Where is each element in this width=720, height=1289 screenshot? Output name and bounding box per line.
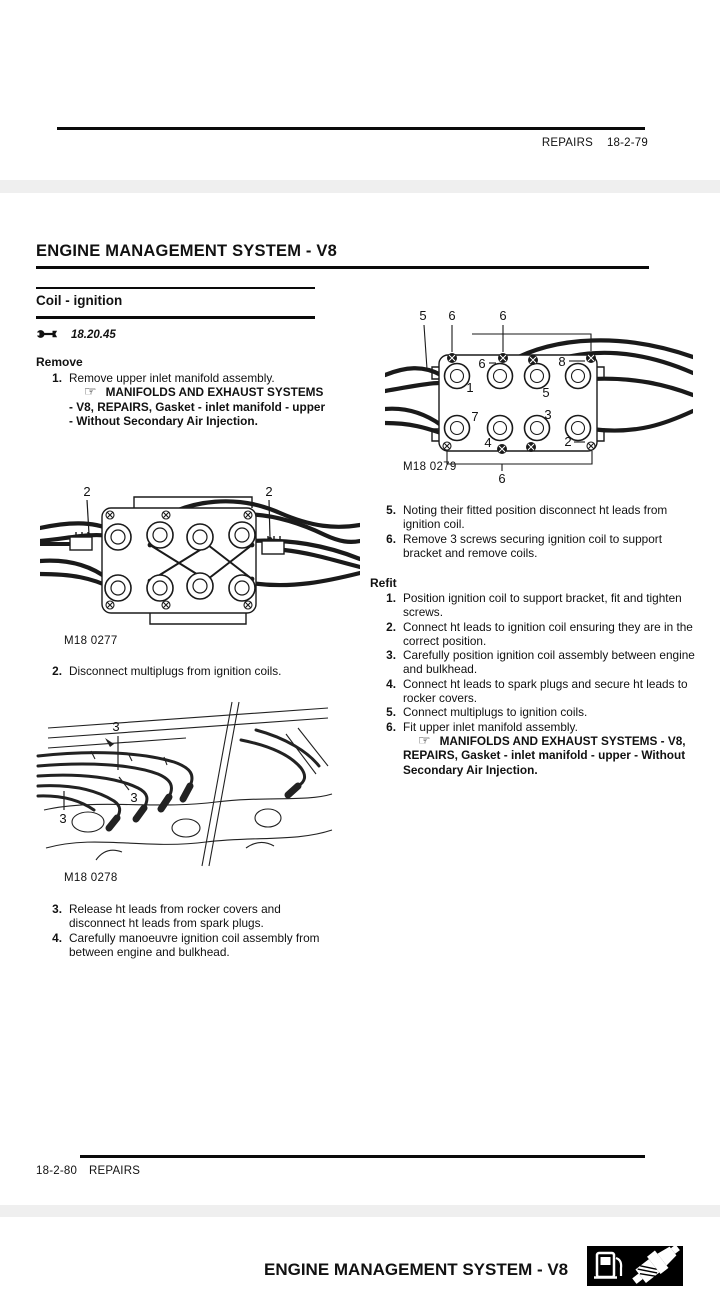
step-text: Position ignition coil to support bracket, fit and tighten screws. — [403, 591, 682, 620]
refit-steps-block — [370, 591, 700, 777]
fuel-and-ignition-icons — [587, 1246, 683, 1286]
figure-m18-0278-drawing — [36, 698, 336, 868]
step-number: 4. — [52, 930, 62, 945]
step-text: Carefully position ignition coil assembly between engine and bulkhead. — [403, 648, 695, 677]
step-number: 4. — [386, 676, 396, 691]
page-title-rule — [36, 266, 649, 269]
figure-caption: M18 0277 — [64, 635, 118, 647]
footer-page-number: 18-2-80 — [36, 1165, 78, 1177]
prev-footer-label: REPAIRS — [541, 137, 593, 149]
step-row — [36, 664, 326, 678]
reference-note — [403, 731, 700, 777]
section-icon-box — [587, 1246, 683, 1286]
step-text: Noting their fitted position disconnect ht leads from ignition coil. — [403, 503, 668, 532]
wrench-icon — [36, 328, 58, 342]
remove-heading: Remove — [36, 355, 83, 369]
footer-label: REPAIRS — [89, 1165, 141, 1177]
reference-note — [69, 385, 326, 428]
callout-label: 7 — [471, 409, 479, 424]
step-text: Carefully manoeuvre ignition coil assembly from between engine and bulkhead. — [69, 930, 320, 959]
callout-label: 3 — [544, 407, 552, 422]
next-page-title: ENGINE MANAGEMENT SYSTEM - V8 — [264, 1260, 569, 1279]
step-row — [36, 931, 326, 960]
figure-coil-multiplugs — [40, 481, 360, 636]
step-text: Connect ht leads to ignition coil ensuring they are in the correct position. — [403, 619, 693, 648]
remove-steps-5-6-block — [370, 503, 700, 560]
step-row — [370, 503, 700, 532]
step-number: 6. — [386, 531, 396, 546]
step-row — [370, 620, 700, 649]
step-row — [36, 902, 326, 931]
step-number: 1. — [386, 591, 396, 605]
remove-step-2-block — [36, 664, 326, 678]
callout-label: 2 — [265, 484, 273, 499]
step-number: 1. — [52, 371, 62, 385]
callout-label: 6 — [448, 308, 456, 323]
fuel-pump-icon — [594, 1253, 621, 1278]
callout-label: 8 — [558, 354, 566, 369]
callout-label: 2 — [564, 434, 572, 449]
section-rule-top — [36, 287, 315, 289]
step-number: 5. — [386, 503, 396, 517]
step-text: Connect multiplugs to ignition coils. — [403, 705, 588, 720]
prev-footer-page-number: 18-2-79 — [606, 137, 648, 149]
section-heading: Coil - ignition — [36, 293, 123, 308]
callout-label: 5 — [542, 385, 550, 400]
figure-m18-0279-drawing — [385, 303, 693, 485]
step-text: Connect ht leads to spark plugs and secure ht leads to rocker covers. — [403, 676, 688, 706]
pointing-hand-icon: ☞ — [84, 383, 97, 400]
step-number: 6. — [386, 719, 396, 734]
remove-steps-3-4-block — [36, 902, 326, 959]
prev-page-footer — [398, 136, 648, 150]
step-row — [370, 648, 700, 677]
reference-text: MANIFOLDS AND EXHAUST SYSTEMS - V8, REPAIRS, Gasket - inlet manifold - upper - Without Secondary Air Injection. — [69, 385, 326, 428]
page-title: ENGINE MANAGEMENT SYSTEM - V8 — [36, 242, 337, 260]
prev-page-footer-rule — [57, 127, 645, 130]
callout-label: 4 — [484, 435, 492, 450]
step-number: 2. — [52, 664, 62, 678]
page-separator-bottom — [0, 1205, 720, 1217]
pointing-hand-icon: ☞ — [418, 731, 431, 748]
callout-label: 5 — [419, 308, 427, 323]
section-rule-bottom — [36, 316, 315, 319]
callout-label: 2 — [83, 484, 91, 499]
step-row — [36, 371, 326, 385]
callout-label: 3 — [59, 811, 67, 826]
step-row — [370, 677, 700, 706]
callout-label: 1 — [466, 380, 474, 395]
callout-label: 6 — [498, 471, 506, 485]
callout-label: 3 — [130, 790, 138, 805]
figure-coil-ht-lead-positions — [385, 303, 693, 488]
step-row — [370, 532, 700, 561]
step-text: Remove upper inlet manifold assembly. — [69, 371, 275, 385]
spark-plug-icon — [627, 1246, 683, 1286]
refit-heading: Refit — [370, 576, 397, 590]
page-separator-top — [0, 180, 720, 193]
callout-label: 6 — [478, 356, 486, 371]
step-row — [370, 705, 700, 719]
figure-ht-leads-engine-bay — [36, 698, 336, 871]
step-number: 5. — [386, 705, 396, 720]
step-number: 3. — [52, 902, 62, 916]
figure-m18-0277-drawing — [40, 481, 360, 633]
operation-code-row — [36, 328, 116, 342]
callout-label: 6 — [499, 308, 507, 323]
page-footer-rule — [80, 1155, 645, 1158]
figure-caption: M18 0278 — [64, 872, 118, 884]
step-number: 2. — [386, 619, 396, 634]
step-text: Fit upper inlet manifold assembly. — [403, 719, 578, 734]
step-row — [370, 591, 700, 620]
page-footer — [36, 1164, 140, 1178]
figure-caption: M18 0279 — [403, 461, 457, 473]
step-text: Disconnect multiplugs from ignition coils. — [69, 664, 282, 678]
step-text: Remove 3 screws securing ignition coil to support bracket and remove coils. — [403, 531, 662, 560]
operation-code: 18.20.45 — [71, 329, 116, 341]
callout-label: 3 — [112, 719, 120, 734]
reference-text: MANIFOLDS AND EXHAUST SYSTEMS - V8, REPAIRS, Gasket - inlet manifold - upper - Without Secondary Air Injection. — [403, 733, 686, 777]
step-text: Release ht leads from rocker covers and disconnect ht leads from spark plugs. — [69, 902, 281, 931]
step-number: 3. — [386, 648, 396, 663]
remove-step-1-block — [36, 371, 326, 428]
